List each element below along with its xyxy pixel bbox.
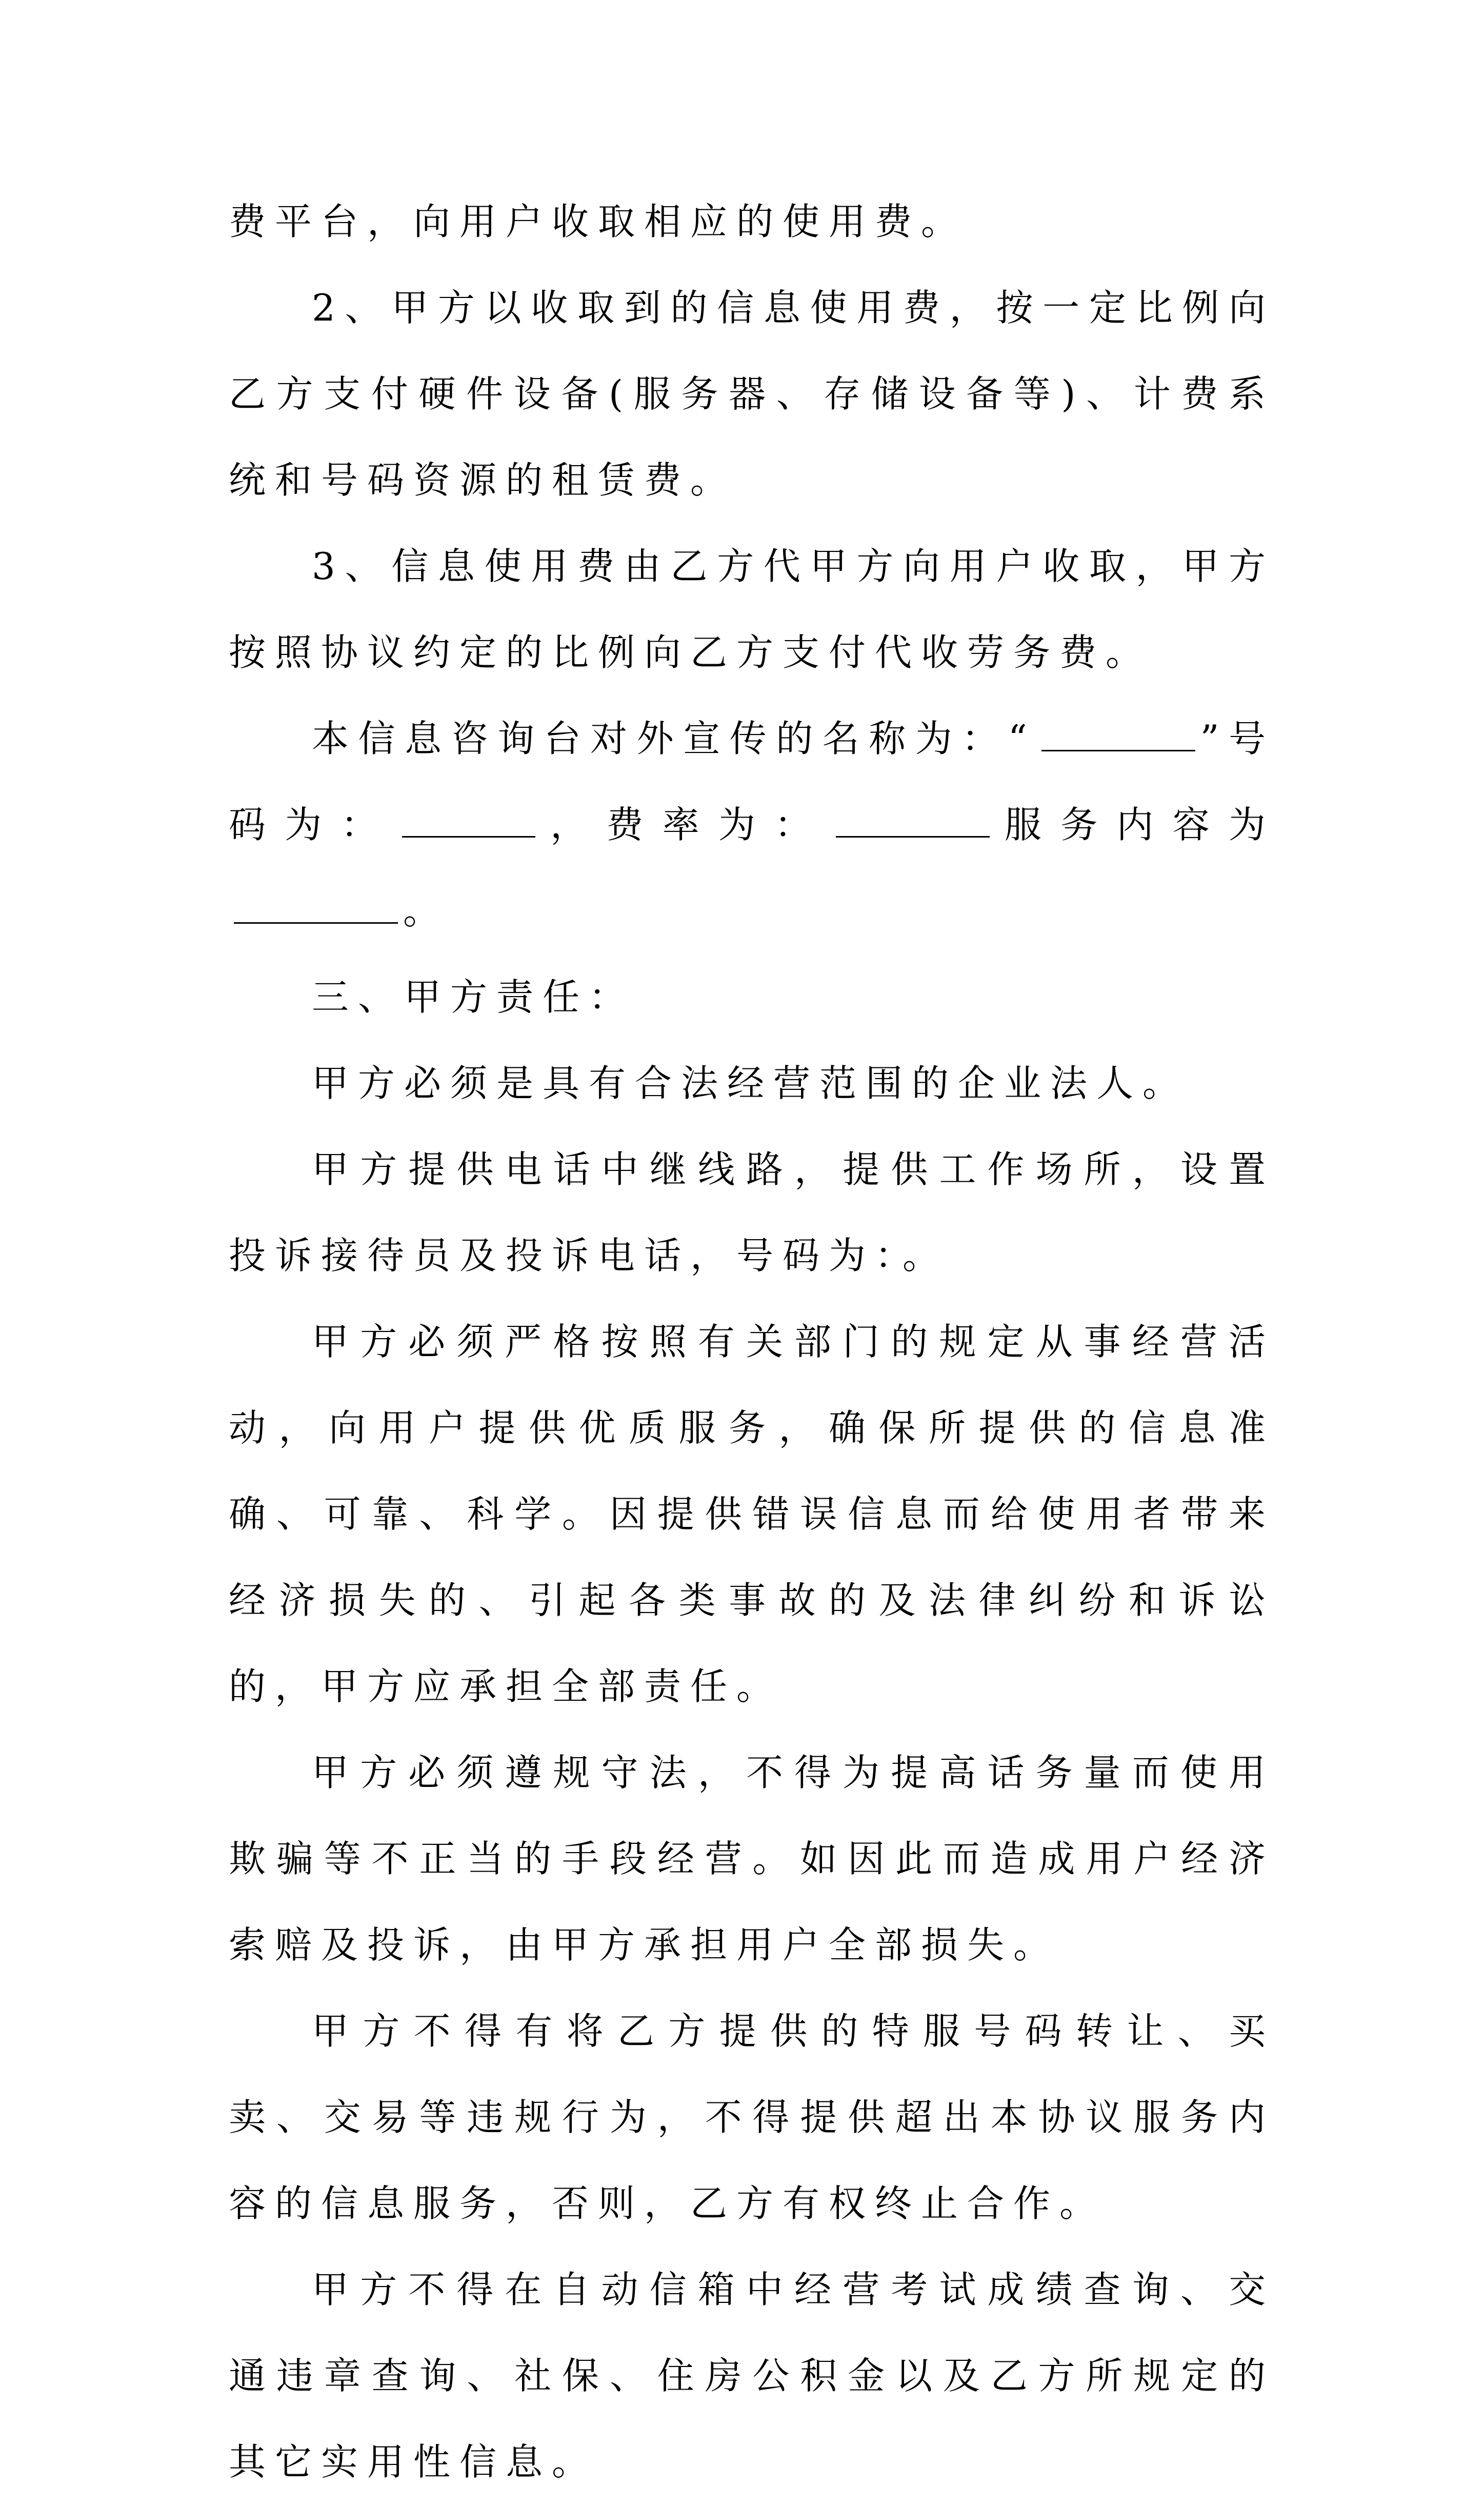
blank-service-field (234, 893, 398, 924)
paragraph-responsibility-3: 甲方必须严格按照有关部门的规定从事经营活动，向用户提供优质服务，确保所提供的信息准确、可靠、科学。因提供错误信息而给使用者带来经济损失的、引起各类事故的及法律纠纷和诉讼的，甲方应承担全部责任。 (229, 1320, 1275, 1708)
paragraph-continuation: 费平台，向用户收取相应的使用费。 (229, 200, 968, 243)
blank-name-field (1041, 721, 1195, 751)
fill-in-text-service: 服务内容为 (994, 803, 1275, 846)
paragraph-responsibility-1: 甲方必须是具有合法经营范围的企业法人。 (312, 1062, 1189, 1105)
paragraph-clause-2: 2、甲方以收取到的信息使用费，按一定比例向乙方支付硬件设备(服务器、存储设备等)、计费系统和号码资源的租赁费。 (229, 286, 1275, 502)
blank-number-field (402, 807, 535, 838)
paragraph-responsibility-4: 甲方必须遵规守法，不得为提高话务量而使用欺骗等不正当的手段经营。如因此而造成用户经济索赔及投诉，由甲方承担用户全部损失。 (229, 1751, 1275, 1966)
fill-in-text-end: 。 (403, 889, 450, 932)
fill-in-text-number: ”号码为： (229, 717, 1275, 846)
paragraph-responsibility-2: 甲方提供电话中继线路，提供工作场所，设置投诉接待员及投诉电话，号码为：。 (229, 1148, 1275, 1277)
paragraph-fill-in (229, 695, 1275, 954)
section-heading: 三、甲方责任： (312, 976, 635, 1019)
paragraph-clause-3: 3、信息使用费由乙方代甲方向用户收取，甲方按照协议约定的比例向乙方支付代收劳务费。 (229, 545, 1275, 674)
fill-in-text-rate: ，费率为： (540, 803, 831, 846)
paragraph-responsibility-6: 甲方不得在自动信箱中经营考试成绩查询、交通违章查询、社保、住房公积金以及乙方所规定的其它实用性信息。 (229, 2268, 1275, 2483)
fill-in-text-name: 本信息咨询台对外宣传的名称为：“ (312, 717, 1036, 760)
blank-rate-field (836, 807, 990, 838)
paragraph-responsibility-5: 甲方不得有将乙方提供的特服号码转让、买卖、交易等违规行为，不得提供超出本协议服务内容的信息服务，否则，乙方有权终止合作。 (229, 2010, 1275, 2225)
document-body (229, 178, 1275, 2505)
